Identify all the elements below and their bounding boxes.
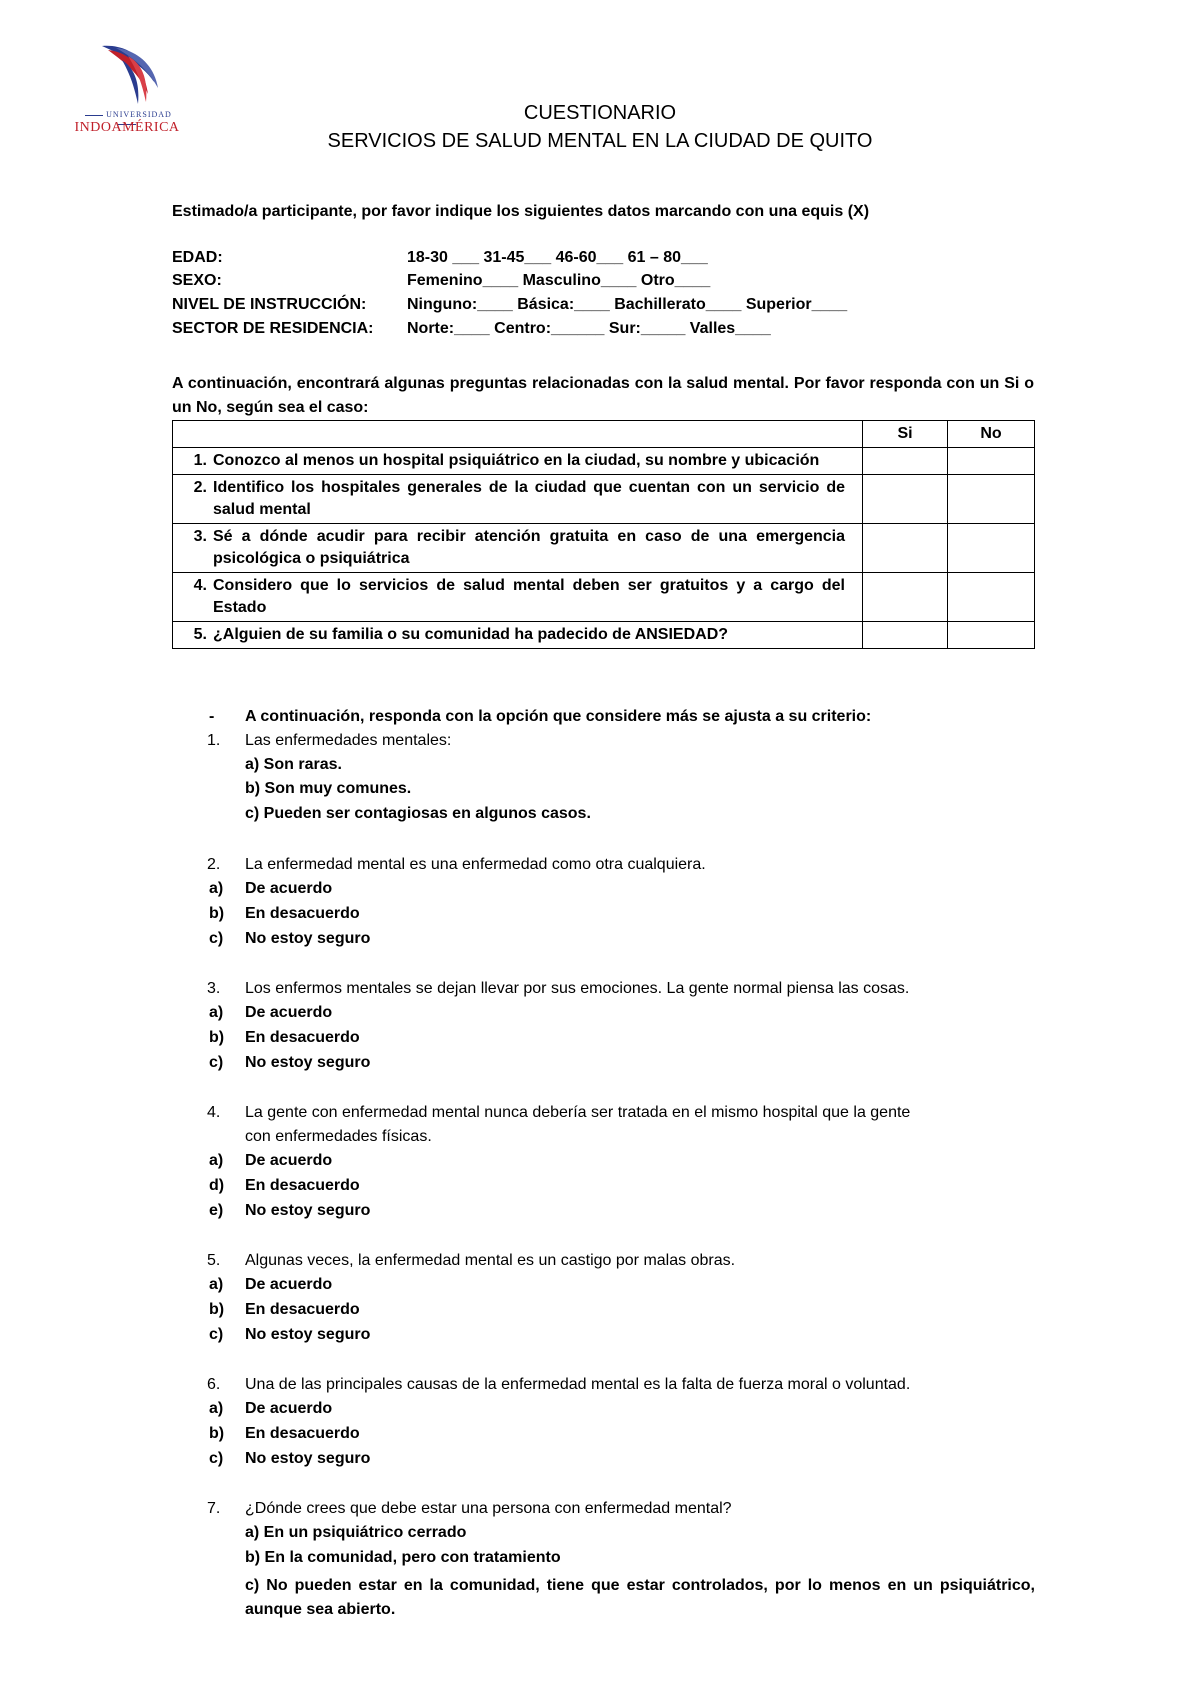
table-row [173, 573, 1035, 622]
option-letter: b) [209, 1425, 225, 1442]
answer-no-cell[interactable] [948, 622, 1035, 649]
option-letter: e) [209, 1202, 224, 1219]
question-number: 5. [193, 626, 207, 643]
table-intro-text: A continuación, encontrará algunas preguntas relacionadas con la salud mental. Por favor responda con un Si o un No, según sea el caso: [172, 375, 1034, 416]
option-letter: a) [209, 1152, 224, 1169]
option-text[interactable]: De acuerdo [245, 880, 333, 897]
question-text-continued: con enfermedades físicas. [245, 1128, 432, 1145]
demographic-options[interactable]: 18-30 ___ 31-45___ 46-60___ 61 – 80___ [407, 249, 708, 266]
question-text: La gente con enfermedad mental nunca debería ser tratada en el mismo hospital que la gente [245, 1104, 911, 1121]
option-item[interactable]: c) Pueden ser contagiosas en algunos casos. [245, 805, 591, 822]
question-number: 3. [207, 980, 221, 997]
option-letter: a) [209, 1400, 224, 1417]
logo-emblem-icon [94, 42, 164, 108]
question-cell [173, 524, 863, 573]
option-text[interactable]: De acuerdo [245, 1400, 333, 1417]
question-text: ¿Dónde crees que debe estar una persona con enfermedad mental? [245, 1500, 732, 1517]
question-number: 4. [207, 1104, 221, 1121]
question-text: Identifico los hospitales generales de la ciudad que cuentan con un servicio de salud mental [213, 479, 845, 518]
option-text[interactable]: No estoy seguro [245, 930, 371, 947]
table-row [173, 524, 1035, 573]
answer-yes-cell[interactable] [863, 573, 948, 622]
option-text[interactable]: De acuerdo [245, 1004, 333, 1021]
table-row [173, 622, 1035, 649]
option-letter: c) [209, 930, 224, 947]
question-text: Los enfermos mentales se dejan llevar por sus emociones. La gente normal piensa las cosas. [245, 980, 910, 997]
option-letter: a) [209, 880, 224, 897]
option-item[interactable]: a) En un psiquiátrico cerrado [245, 1524, 467, 1541]
question-cell [173, 573, 863, 622]
option-text[interactable]: No estoy seguro [245, 1054, 371, 1071]
demographic-options[interactable]: Femenino____ Masculino____ Otro____ [407, 272, 711, 289]
option-letter: c) [209, 1054, 224, 1071]
option-text[interactable]: En desacuerdo [245, 1177, 360, 1194]
option-item[interactable]: b) Son muy comunes. [245, 780, 412, 797]
question-cell [173, 622, 863, 649]
question-number: 7. [207, 1500, 221, 1517]
answer-yes-cell[interactable] [863, 475, 948, 524]
answer-no-cell[interactable] [948, 524, 1035, 573]
question-text: Las enfermedades mentales: [245, 732, 452, 749]
answer-no-cell[interactable] [948, 475, 1035, 524]
demographic-options[interactable]: Norte:____ Centro:______ Sur:_____ Valles____ [407, 320, 771, 337]
table-row [173, 475, 1035, 524]
question-text: La enfermedad mental es una enfermedad como otra cualquiera. [245, 856, 706, 873]
demographic-label: SEXO: [172, 272, 222, 289]
question-text: ¿Alguien de su familia o su comunidad ha padecido de ANSIEDAD? [213, 626, 729, 643]
question-text: Sé a dónde acudir para recibir atención gratuita en caso de una emergencia psicológica o psiquiátrica [213, 528, 845, 567]
option-letter: d) [209, 1177, 225, 1194]
option-item[interactable]: b) En la comunidad, pero con tratamiento [245, 1549, 561, 1566]
question-number: 1. [207, 732, 221, 749]
option-text[interactable]: En desacuerdo [245, 1029, 360, 1046]
page-subtitle: SERVICIOS DE SALUD MENTAL EN LA CIUDAD DE QUITO [327, 130, 873, 152]
demographic-options[interactable]: Ninguno:____ Básica:____ Bachillerato____ Superior____ [407, 296, 848, 313]
option-text[interactable]: No estoy seguro [245, 1202, 371, 1219]
option-letter: a) [209, 1276, 224, 1293]
option-item[interactable]: a) Son raras. [245, 756, 342, 773]
answer-yes-cell[interactable] [863, 448, 948, 475]
option-text[interactable]: En desacuerdo [245, 905, 360, 922]
question-number: 2. [207, 856, 221, 873]
demographic-label: NIVEL DE INSTRUCCIÓN: [172, 296, 367, 313]
option-letter: b) [209, 1029, 225, 1046]
header-yes: Si [863, 421, 948, 448]
option-text[interactable]: En desacuerdo [245, 1301, 360, 1318]
option-text[interactable]: En desacuerdo [245, 1425, 360, 1442]
question-number: 6. [207, 1376, 221, 1393]
question-text: Algunas veces, la enfermedad mental es un castigo por malas obras. [245, 1252, 736, 1269]
option-letter: b) [209, 1301, 225, 1318]
option-text[interactable]: No estoy seguro [245, 1450, 371, 1467]
question-number: 5. [207, 1252, 221, 1269]
answer-yes-cell[interactable] [863, 524, 948, 573]
question-number: 3. [193, 528, 207, 545]
logo-top-text: UNIVERSIDAD [72, 110, 182, 128]
option-text[interactable]: De acuerdo [245, 1276, 333, 1293]
page-title: CUESTIONARIO [523, 102, 677, 124]
yes-no-table [172, 420, 1035, 649]
question-number: 4. [193, 577, 207, 594]
option-text[interactable]: De acuerdo [245, 1152, 333, 1169]
table-header-row [173, 421, 1035, 448]
question-text: Conozco al menos un hospital psiquiátrico en la ciudad, su nombre y ubicación [213, 452, 820, 469]
option-letter: c) [209, 1326, 224, 1343]
question-text: Una de las principales causas de la enfermedad mental es la falta de fuerza moral o voluntad. [245, 1376, 911, 1393]
option-letter: b) [209, 905, 225, 922]
demographic-label: SECTOR DE RESIDENCIA: [172, 320, 374, 337]
question-number: 1. [193, 452, 207, 469]
option-text[interactable]: No estoy seguro [245, 1326, 371, 1343]
answer-no-cell[interactable] [948, 448, 1035, 475]
question-cell [173, 475, 863, 524]
table-row [173, 448, 1035, 475]
option-letter: c) [209, 1450, 224, 1467]
option-letter: a) [209, 1004, 224, 1021]
header-no: No [948, 421, 1035, 448]
section-dash: - [209, 708, 215, 725]
answer-no-cell[interactable] [948, 573, 1035, 622]
question-number: 2. [193, 479, 207, 496]
table-header-blank [173, 421, 863, 448]
demographic-label: EDAD: [172, 249, 223, 266]
question-text: Considero que lo servicios de salud mental deben ser gratuitos y a cargo del Estado [213, 577, 845, 616]
section-heading: A continuación, responda con la opción que considere más se ajusta a su criterio: [245, 708, 872, 725]
option-item[interactable]: c) No pueden estar en la comunidad, tiene que estar controlados, por lo menos en un psiquiátrico, aunque sea abierto. [245, 1577, 1035, 1618]
answer-yes-cell[interactable] [863, 622, 948, 649]
logo-name: INDOAMÉRICA [74, 120, 180, 135]
question-cell [173, 448, 863, 475]
intro-text: Estimado/a participante, por favor indique los siguientes datos marcando con una equis (X) [172, 203, 870, 220]
